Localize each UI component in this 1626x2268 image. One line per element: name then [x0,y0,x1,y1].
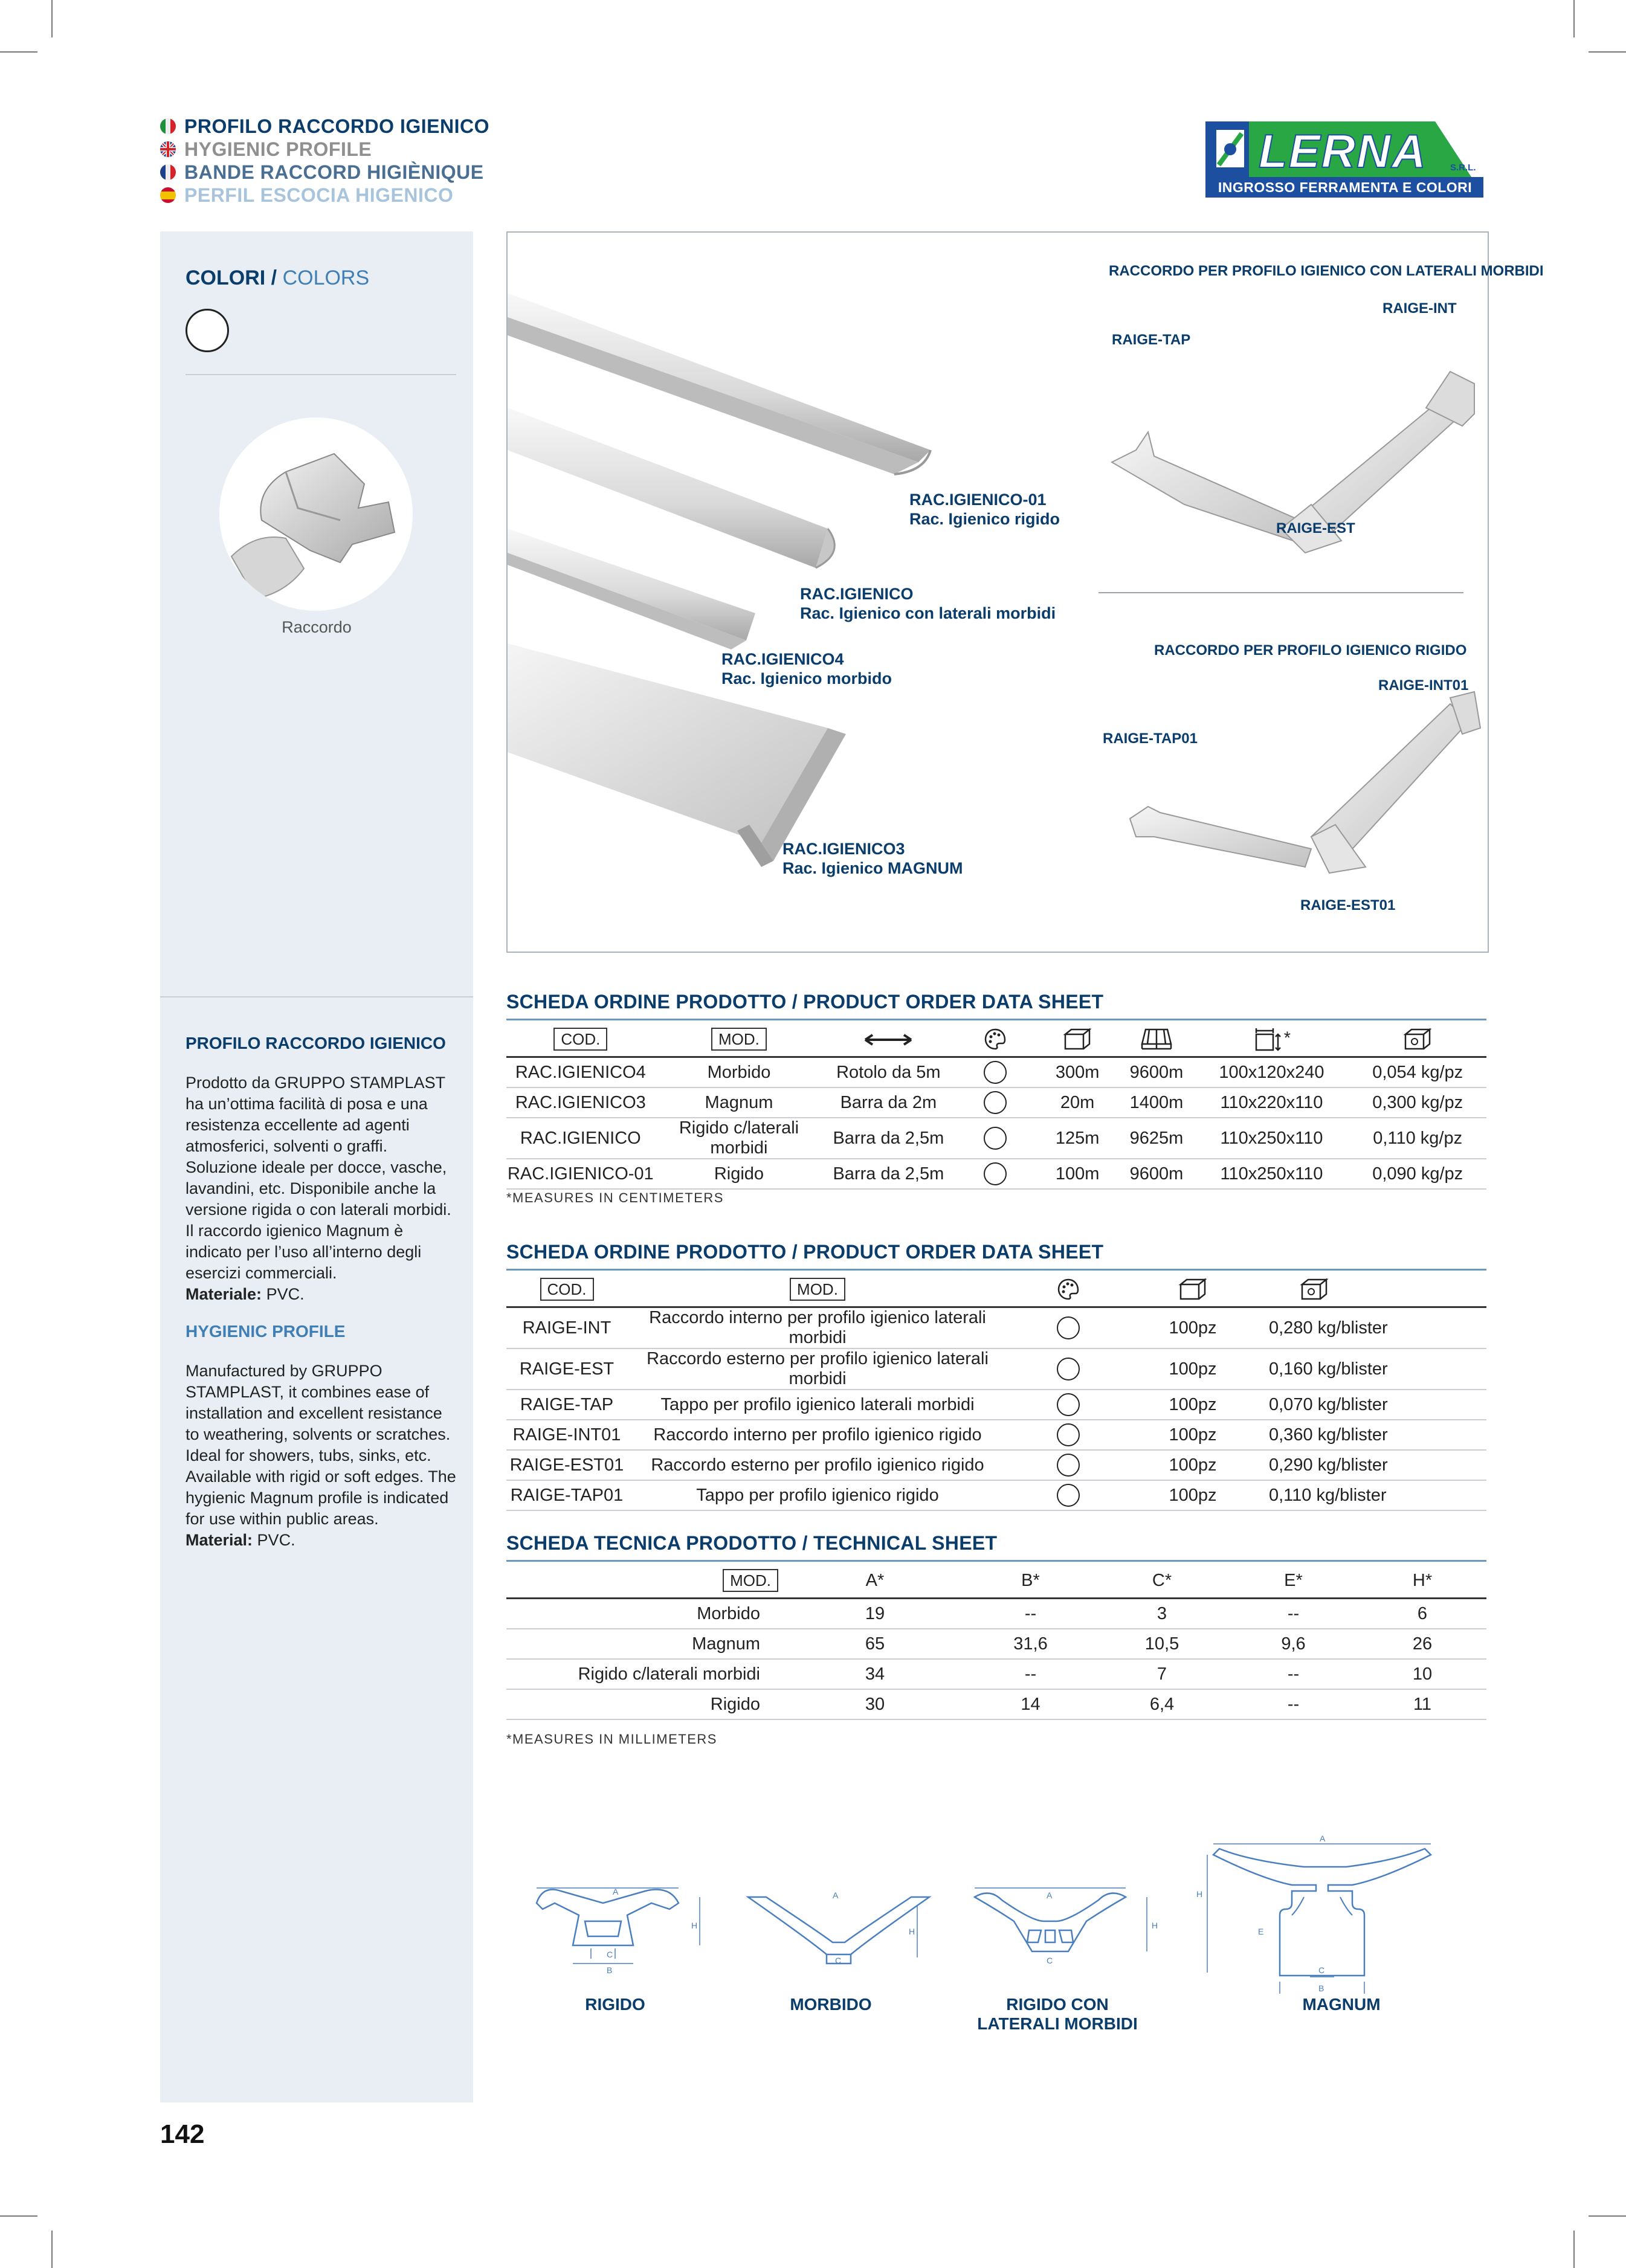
caption-raige-est: RAIGE-EST [1276,520,1355,536]
dim-letter: C [1318,1965,1325,1975]
desc-en-material-label: Material: [186,1531,253,1549]
cell-pallet: 9600m [1118,1057,1194,1088]
dim-letter: H [909,1927,915,1936]
table-row [506,1450,1486,1480]
cell-a: 65 [784,1629,966,1659]
cell-mod: Morbido [506,1599,784,1629]
cell-weight: 0,090 kg/pz [1349,1159,1486,1189]
white-color-icon [984,1162,1007,1185]
cell-mod: Rigido [655,1159,824,1189]
cell-dimensions: 110x250x110 [1194,1159,1349,1189]
header-color [953,1022,1036,1057]
box-icon [1178,1277,1207,1301]
label-desc: Rac. Igienico rigido [909,510,1060,528]
cell-h: 6 [1358,1599,1486,1629]
header-cod-label: COD. [553,1028,607,1051]
header-length [823,1022,953,1057]
dim-letter: B [607,1965,613,1975]
logo-suffix: S.R.L. [1450,163,1476,173]
crop-mark [51,0,53,37]
sidebar-divider [186,374,456,375]
order-sheet-2-rule [506,1269,1486,1271]
cell-color [1008,1450,1129,1480]
cell-c: 7 [1095,1659,1228,1689]
cell-color [1008,1348,1129,1390]
label-code: RAC.IGIENICO-01 [909,491,1047,509]
cross-section-diagrams [506,1819,1486,2000]
header-mod [506,1564,784,1599]
caption-raige-tap: RAIGE-TAP [1112,332,1191,348]
table-row [506,1599,1486,1629]
cell-weight: 0,160 kg/blister [1257,1348,1486,1390]
cell-pallet: 1400m [1118,1087,1194,1118]
cell-weight: 0,110 kg/blister [1257,1480,1486,1510]
cell-mod: Tappo per profilo igienico laterali morbidi [627,1390,1008,1420]
cell-pallet: 9625m [1118,1118,1194,1159]
caption-raige-int: RAIGE-INT [1382,300,1457,317]
table-row [506,1087,1486,1118]
table-header-row [506,1272,1486,1307]
tech-sheet-title: SCHEDA TECNICA PRODOTTO / TECHNICAL SHEET [506,1532,998,1554]
header-pallet [1118,1022,1194,1057]
cell-color [1008,1307,1129,1349]
title-fr [160,161,489,184]
white-color-icon [1057,1423,1080,1446]
cell-length: Barra da 2,5m [823,1159,953,1189]
table-row [506,1659,1486,1689]
cell-mod: Rigido [506,1689,784,1719]
colors-heading-sep: / [265,266,283,289]
cell-mod: Magnum [506,1629,784,1659]
cell-mod: Raccordo interno per profilo igienico laterali morbidi [627,1307,1008,1349]
cell-h: 10 [1358,1659,1486,1689]
cell-a: 34 [784,1659,966,1689]
table-row [506,1057,1486,1088]
cell-color [953,1087,1036,1118]
dim-letter: B [1318,1983,1324,1993]
header-blank [1372,1272,1486,1307]
cell-mod: Magnum [655,1087,824,1118]
dim-letter: C [607,1950,613,1959]
cell-qty: 100pz [1129,1348,1257,1390]
cell-cod: RAIGE-INT01 [506,1420,627,1450]
order-sheet-2-title: SCHEDA ORDINE PRODOTTO / PRODUCT ORDER DATA SHEET [506,1241,1104,1263]
cell-cod: RAC.IGIENICO4 [506,1057,655,1088]
header-c: C* [1095,1564,1228,1599]
white-color-icon [1057,1316,1080,1339]
uk-flag-icon [160,141,176,157]
cell-color [1008,1390,1129,1420]
morbido-diagram [748,1897,929,1964]
white-color-icon [984,1127,1007,1150]
header-dimensions [1194,1022,1349,1057]
color-swatch-white[interactable] [186,309,229,352]
header-mod-label: MOD. [711,1028,767,1051]
cell-h: 26 [1358,1629,1486,1659]
dim-letter: H [1152,1921,1158,1930]
cell-cod: RAC.IGIENICO-01 [506,1159,655,1189]
cell-mod: Raccordo esterno per profilo igienico laterali morbidi [627,1348,1008,1390]
tech-sheet-table [506,1564,1486,1720]
header-weight [1349,1022,1486,1057]
cell-mod: Rigido c/laterali morbidi [655,1118,824,1159]
cell-dimensions: 110x250x110 [1194,1118,1349,1159]
crop-mark [1589,51,1626,53]
cell-color [1008,1420,1129,1450]
cell-mod: Morbido [655,1057,824,1088]
cell-cod: RAC.IGIENICO [506,1118,655,1159]
cell-mod: Raccordo interno per profilo igienico rigido [627,1420,1008,1450]
dim-letter: A [833,1890,839,1900]
table-row [506,1118,1486,1159]
header-h: H* [1358,1564,1486,1599]
order-sheet-1-note: *MEASURES IN CENTIMETERS [506,1190,724,1205]
cell-weight: 0,290 kg/blister [1257,1450,1486,1480]
order-sheet-2-table [506,1272,1486,1511]
desc-en-title: HYGIENIC PROFILE [186,1322,346,1341]
desc-it-text [186,1072,457,1305]
colors-heading-it: COLORI [186,266,266,289]
crop-mark [0,51,37,53]
order-sheet-1-title: SCHEDA ORDINE PRODOTTO / PRODUCT ORDER DATA SHEET [506,991,1104,1013]
diagram-label-morbido: MORBIDO [790,1995,872,2014]
dim-star: * [1283,1028,1291,1048]
cell-length: Rotolo da 5m [823,1057,953,1088]
white-color-icon [984,1091,1007,1114]
diagram-label-line: RIGIDO CON [1006,1995,1109,2014]
colors-heading [186,266,369,290]
title-it [160,115,489,138]
caption-raige-int01: RAIGE-INT01 [1378,677,1469,694]
crop-mark [1589,2215,1626,2217]
title-it-text: PROFILO RACCORDO IGIENICO [184,115,489,137]
dimensions-icon [1253,1026,1284,1052]
dim-letter: A [613,1887,619,1896]
cell-e: -- [1228,1659,1358,1689]
cell-color [953,1118,1036,1159]
header-mod [627,1272,1008,1307]
tech-sheet-rule [506,1560,1486,1562]
cell-pallet: 9600m [1118,1159,1194,1189]
header-cod [506,1272,627,1307]
cell-b: -- [966,1659,1095,1689]
raccordo-caption: Raccordo [282,618,352,636]
white-color-icon [1057,1393,1080,1416]
header-box [1036,1022,1118,1057]
cell-box: 300m [1036,1057,1118,1088]
crop-mark [0,2215,37,2217]
cell-dimensions: 110x220x110 [1194,1087,1349,1118]
header-box [1129,1272,1257,1307]
label-rac-igienico [800,584,1056,623]
caption-rigid-fittings: RACCORDO PER PROFILO IGIENICO RIGIDO [1154,642,1467,659]
title-es-text: PERFIL ESCOCIA HIGENICO [184,184,454,206]
dim-letter: A [1047,1890,1053,1900]
cell-cod: RAIGE-EST01 [506,1450,627,1480]
header-e: E* [1228,1564,1358,1599]
cell-mod: Tappo per profilo igienico rigido [627,1480,1008,1510]
box-weight-icon [1403,1027,1432,1051]
cell-box: 20m [1036,1087,1118,1118]
cell-box: 100m [1036,1159,1118,1189]
white-color-icon [1057,1484,1080,1507]
cell-c: 10,5 [1095,1629,1228,1659]
header-color [1008,1272,1129,1307]
cell-a: 19 [784,1599,966,1629]
label-rac-igienico-01 [909,490,1060,529]
cell-qty: 100pz [1129,1307,1257,1349]
desc-en-body: Manufactured by GRUPPO STAMPLAST, it combines ease of installation and excellent resistance to weathering, solvents or scratches. Ideal for showers, tubs, sinks, etc. Available with rigid or soft edges. The hygienic Magnum profile is indicated for use within public areas. [186,1362,456,1528]
diagram-label-magnum: MAGNUM [1302,1995,1381,2014]
cell-b: 14 [966,1689,1095,1719]
dim-letter: C [835,1956,842,1965]
cell-e: -- [1228,1689,1358,1719]
cell-cod: RAIGE-INT [506,1307,627,1349]
table-header-row [506,1022,1486,1057]
crop-mark [51,2231,53,2268]
cell-weight: 0,070 kg/blister [1257,1390,1486,1420]
header-a: A* [784,1564,966,1599]
dim-letter: H [1196,1889,1203,1899]
header-cod-label: COD. [540,1278,594,1301]
length-arrow-icon [864,1033,912,1047]
table-row [506,1689,1486,1719]
tech-sheet-note: *MEASURES IN MILLIMETERS [506,1732,717,1747]
desc-en-text [186,1361,457,1551]
cell-weight: 0,054 kg/pz [1349,1057,1486,1088]
dim-letter: E [1258,1927,1264,1936]
table-row [506,1348,1486,1390]
order-sheet-1-table [506,1022,1486,1190]
header-mod-label: MOD. [723,1569,778,1592]
table-row [506,1159,1486,1189]
sidebar [160,231,473,2102]
desc-it-body: Prodotto da GRUPPO STAMPLAST ha un’ottima facilità di posa e una resistenza eccellente ad agenti atmosferici, solventi o graffi. Soluzione ideale per docce, vasche, lavandini, etc. Disponibile anche la versione rigida o con laterali morbidi. Il raccordo igienico Magnum è indicato per l’uso all’interno degli esercizi commerciali. [186,1074,451,1282]
caption-soft-fittings: RACCORDO PER PROFILO IGIENICO CON LATERALI MORBIDI [1109,263,1544,279]
logo-tagline: INGROSSO FERRAMENTA E COLORI [1218,179,1473,195]
palette-icon [983,1027,1007,1051]
white-color-icon [1057,1454,1080,1477]
cell-a: 30 [784,1689,966,1719]
france-flag-icon [160,164,176,180]
title-en [160,138,489,161]
desc-it-material: PVC. [262,1285,305,1303]
label-desc: Rac. Igienico morbido [721,669,892,688]
label-code: RAC.IGIENICO [800,585,914,603]
header-cod [506,1022,655,1057]
desc-en-material: PVC. [253,1531,295,1549]
cell-length: Barra da 2,5m [823,1118,953,1159]
logo-wordmark: LERNA [1259,124,1427,178]
table-row [506,1390,1486,1420]
header-weight [1257,1272,1372,1307]
cell-qty: 100pz [1129,1450,1257,1480]
desc-it-material-label: Materiale: [186,1285,262,1303]
raccordo-photo [219,417,413,611]
cell-h: 11 [1358,1689,1486,1719]
label-code: RAC.IGIENICO4 [721,650,844,668]
label-desc: Rac. Igienico MAGNUM [782,859,963,877]
label-code: RAC.IGIENICO3 [782,840,905,858]
language-titles [160,115,489,207]
cell-qty: 100pz [1129,1480,1257,1510]
cell-color [953,1057,1036,1088]
cell-cod: RAIGE-EST [506,1348,627,1390]
table-row [506,1307,1486,1349]
cell-mod: Raccordo esterno per profilo igienico rigido [627,1450,1008,1480]
cell-dimensions: 100x120x240 [1194,1057,1349,1088]
table-row [506,1420,1486,1450]
title-es [160,184,489,207]
cell-weight: 0,280 kg/blister [1257,1307,1486,1349]
order-sheet-1-rule [506,1019,1486,1020]
cell-box: 125m [1036,1118,1118,1159]
cell-weight: 0,110 kg/pz [1349,1118,1486,1159]
spain-flag-icon [160,187,176,203]
diagram-label-rigido: RIGIDO [585,1995,645,2014]
cell-e: 9,6 [1228,1629,1358,1659]
cell-weight: 0,300 kg/pz [1349,1087,1486,1118]
cell-length: Barra da 2m [823,1087,953,1118]
dim-letter: C [1047,1956,1053,1965]
table-row [506,1480,1486,1510]
white-color-icon [1057,1358,1080,1380]
cell-cod: RAC.IGIENICO3 [506,1087,655,1118]
cell-qty: 100pz [1129,1420,1257,1450]
palette-icon [1056,1277,1080,1301]
cell-color [1008,1480,1129,1510]
product-photo-panel [506,231,1544,953]
table-header-row [506,1564,1486,1599]
header-b: B* [966,1564,1095,1599]
rigido-laterali-diagram [975,1888,1147,1951]
italy-flag-icon [160,118,176,134]
caption-raige-tap01: RAIGE-TAP01 [1103,730,1198,747]
caption-raige-est01: RAIGE-EST01 [1300,897,1396,913]
white-color-icon [984,1061,1007,1084]
rigido-diagram [537,1888,700,1964]
header-mod [655,1022,824,1057]
label-rac-igienico4 [721,649,892,688]
cell-mod: Rigido c/laterali morbidi [506,1659,784,1689]
cell-c: 3 [1095,1599,1228,1629]
cell-qty: 100pz [1129,1390,1257,1420]
cell-b: -- [966,1599,1095,1629]
box-weight-icon [1300,1277,1329,1301]
colors-heading-en: COLORS [282,266,370,289]
sidebar-divider-2 [160,996,473,997]
dim-letter: A [1320,1834,1326,1843]
box-icon [1063,1027,1092,1051]
title-fr-text: BANDE RACCORD HIGIÈNIQUE [184,161,484,183]
header-mod-label: MOD. [790,1278,845,1301]
pallet-icon [1140,1027,1173,1051]
cell-e: -- [1228,1599,1358,1629]
page-number: 142 [160,2119,205,2149]
label-desc: Rac. Igienico con laterali morbidi [800,604,1056,622]
dim-letter: H [691,1921,698,1930]
cell-c: 6,4 [1095,1689,1228,1719]
cell-color [953,1159,1036,1189]
title-en-text: HYGIENIC PROFILE [184,138,372,160]
cell-weight: 0,360 kg/blister [1257,1420,1486,1450]
desc-it-title: PROFILO RACCORDO IGIENICO [186,1034,446,1052]
cell-cod: RAIGE-TAP01 [506,1480,627,1510]
table-row [506,1629,1486,1659]
description-block [186,1034,457,1551]
crop-mark [1573,2231,1575,2268]
diagram-label-line: LATERALI MORBIDI [977,2014,1138,2033]
lerna-logo [1205,118,1483,198]
cell-cod: RAIGE-TAP [506,1390,627,1420]
cell-b: 31,6 [966,1629,1095,1659]
label-rac-igienico3 [782,839,963,878]
crop-mark [1573,0,1575,37]
diagram-label-rigido-laterali [967,1995,1148,2034]
